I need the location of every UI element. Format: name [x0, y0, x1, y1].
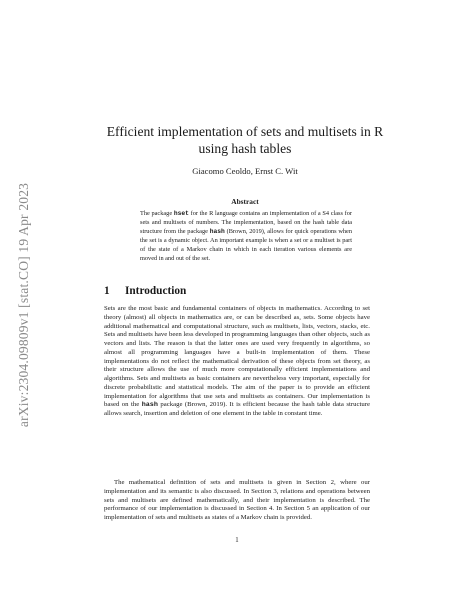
intro-paragraph-2: The mathematical definition of sets and multisets is given in Section 2, where our implementation and its semantic is also discussed. In Section 3, relations and operations between sets and multisets are defined mathematically, and their implementation is described. The performance of our implementation is discussed in Section 4. In Section 5 an application of our implementation of sets and multisets as states of a Markov chain is provided. [104, 479, 370, 521]
abstract-body [140, 209, 352, 263]
abstract-text-part: The package [140, 210, 174, 217]
package-name-hash: hash [209, 228, 225, 236]
paragraph-text-part: Sets are the most basic and fundamental containers of objects in mathematics. According to set theory (almost) all objects in mathematics are, or can be described as, sets. Some objects have additional mathematical and computational structure, such as multisets, lists, vectors, stacks, etc. Sets and multisets have been less developed in programming languages than other objects, such as vectors and lists. The reason is that the latter ones are used very frequently in algorithms, so almost all programming languages have a built-in implementation of them. These implementations do not reflect the mathematical derivation of these objects from set theory, as their structure allows the use of much more computationally efficient implementations and algorithms. Sets and multisets as basic containers are nevertheless very important, especially for discrete probabilistic and statistical models. The aim of the paper is to provide an efficient implementation for algorithms that use sets and multisets as containers. Our implementation is based on the [104, 305, 370, 409]
section-title: Introduction [125, 285, 187, 297]
intro-paragraph-1 [104, 305, 370, 419]
abstract-text-part: for the R language contains an implementation of a S4 class for sets and multisets of numbers. The implementation, based on the hash table data structure from the package [140, 210, 352, 236]
arxiv-identifier-stamp [12, 140, 36, 470]
abstract-text-part: (Brown, 2019), allows for quick operations when the set is a dynamic object. An important example is when a set or a multiset is part of the state of a Markov chain in which in each iteration various elements are moved in and out of the set. [140, 228, 352, 263]
paper-authors: Giacomo Ceoldo, Ernst C. Wit [192, 166, 298, 176]
page-number: 1 [235, 537, 239, 544]
abstract-heading: Abstract [231, 197, 259, 206]
section-heading-introduction [104, 284, 186, 298]
section-number: 1 [104, 285, 110, 297]
package-name-hash-inline: hash [141, 401, 158, 410]
package-name-hset: hset [173, 210, 189, 217]
arxiv-identifier-text: arXiv:2304.09809v1 [stat.CO] 19 Apr 2023 [16, 182, 32, 428]
paragraph-text-part: package (Brown, 2019). It is efficient because the hash table data structure allows search, insertion and deletion of one element in the table in constant time. [104, 401, 370, 417]
paper-title: Efficient implementation of sets and multisets in R using hash tables [106, 124, 384, 156]
